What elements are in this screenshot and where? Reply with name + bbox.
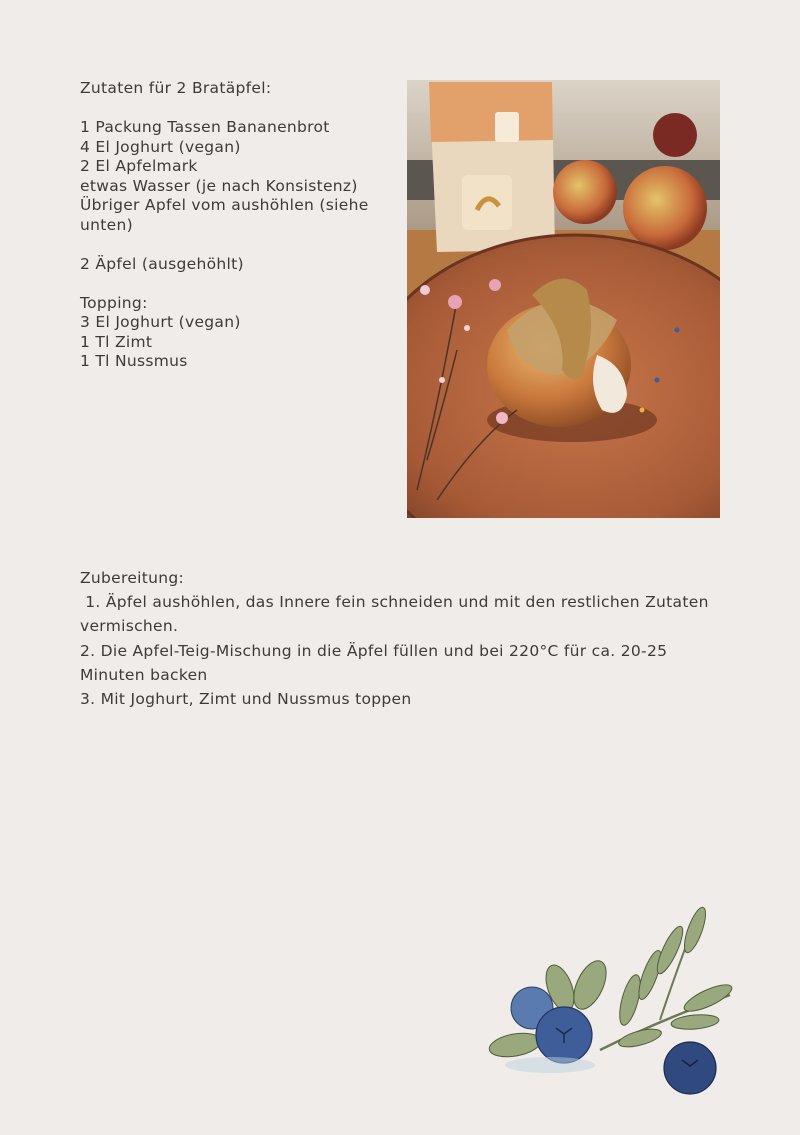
preparation-step: 1. Äpfel aushöhlen, das Innere fein schneiden und mit den restlichen Zutaten vermischen. bbox=[80, 593, 714, 636]
blank-line bbox=[80, 274, 405, 294]
topping-line: 1 Tl Zimt bbox=[80, 332, 153, 351]
leaves bbox=[487, 905, 734, 1060]
ingredient-line: 2 El Apfelmark bbox=[80, 157, 198, 175]
blueberries bbox=[511, 987, 716, 1094]
ingredients-list bbox=[80, 79, 405, 372]
apple bbox=[553, 160, 617, 224]
blank-line bbox=[80, 99, 405, 119]
blank-line bbox=[80, 235, 405, 255]
ingredient-line: Übriger Apfel vom aushöhlen (siehe unten) bbox=[80, 196, 374, 234]
topping-line: 1 Tl Nussmus bbox=[80, 352, 188, 370]
baked-apple-photo bbox=[407, 80, 720, 518]
preparation-section bbox=[80, 566, 720, 711]
ingredient-line: 4 El Joghurt (vegan) bbox=[80, 137, 241, 156]
ingredient-line: 1 Packung Tassen Bananenbrot bbox=[80, 118, 330, 136]
ingredients-heading: Zutaten für 2 Bratäpfel: bbox=[80, 79, 272, 97]
pomegranate bbox=[653, 113, 697, 157]
ingredient-line: etwas Wasser (je nach Konsistenz) bbox=[80, 176, 358, 195]
preparation-step: 2. Die Apfel-Teig-Mischung in die Äpfel füllen und bei 220°C für ca. 20-25 Minuten backen bbox=[80, 641, 673, 684]
blueberry-illustration bbox=[480, 900, 740, 1100]
bananenbrot-package bbox=[429, 82, 555, 252]
topping-line: 3 El Joghurt (vegan) bbox=[80, 313, 241, 331]
preparation-heading: Zubereitung: bbox=[80, 569, 185, 587]
ingredient-line: 2 Äpfel (ausgehöhlt) bbox=[80, 254, 244, 273]
topping-heading: Topping: bbox=[80, 293, 148, 312]
apple bbox=[623, 166, 707, 250]
preparation-step: 3. Mit Joghurt, Zimt und Nussmus toppen bbox=[80, 690, 412, 709]
